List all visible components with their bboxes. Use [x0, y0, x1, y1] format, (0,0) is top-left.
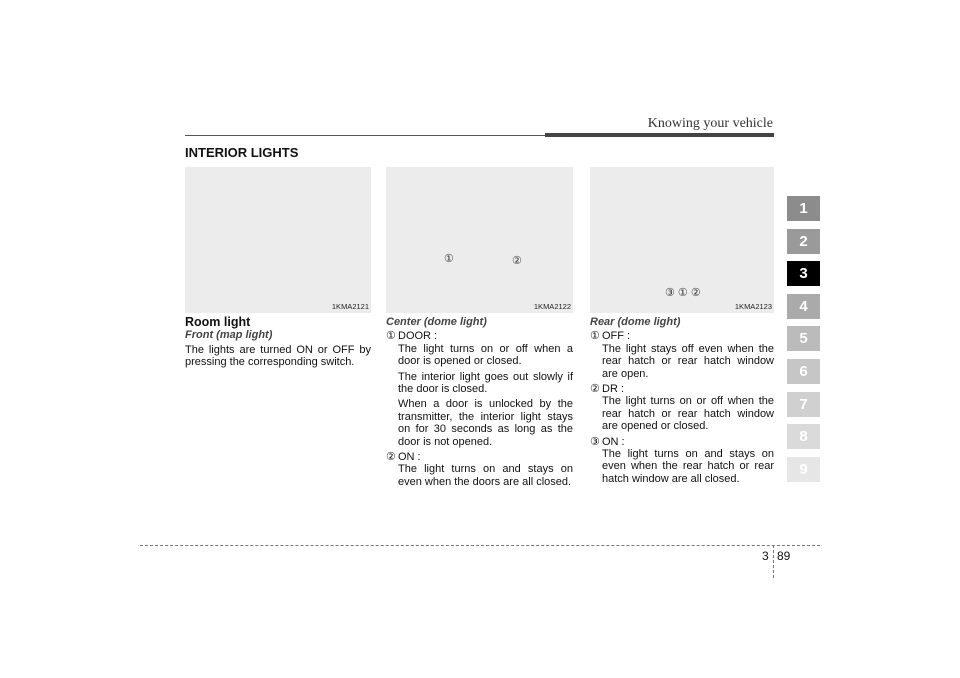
column-room-light — [185, 316, 371, 372]
figure-code: 1KMA2122 — [533, 302, 571, 311]
figure-rear-light — [590, 167, 774, 313]
footer-rule — [140, 545, 820, 546]
chapter-tab-2[interactable]: 2 — [787, 229, 820, 254]
heading-room-light: Room light — [185, 315, 251, 329]
chapter-header: Knowing your vehicle — [647, 116, 773, 131]
figure-front-light — [185, 167, 371, 313]
front-light-text: The lights are turned ON or OFF by pressing the corresponding switch. — [185, 343, 371, 369]
footer-divider — [773, 545, 774, 578]
chapter-tab-7[interactable]: 7 — [787, 392, 820, 417]
item-number: ② — [590, 383, 600, 396]
item-label: OFF : — [602, 330, 631, 343]
item-text: The light turns on and stays on even when the rear hatch or rear hatch window are all closed. — [602, 448, 774, 485]
item-text: The interior light goes out slowly if the door is closed. — [398, 370, 573, 396]
page-number: 89 — [777, 549, 791, 563]
subheading-front: Front (map light) — [185, 329, 273, 342]
figure-code: 1KMA2123 — [734, 302, 772, 311]
item-label: DR : — [602, 383, 624, 396]
item-text: The light turns on or off when a door is opened or closed. — [398, 342, 573, 368]
chapter-number: 3 — [762, 549, 769, 563]
item-label: ON : — [602, 435, 625, 448]
section-title: INTERIOR LIGHTS — [185, 145, 299, 160]
chapter-tab-8[interactable]: 8 — [787, 424, 820, 449]
column-center — [386, 316, 573, 491]
header-bar — [545, 133, 774, 137]
chapter-tab-3[interactable]: 3 — [787, 261, 820, 286]
item-text: The light turns on or off when the rear hatch or rear hatch window are opened or closed. — [602, 395, 774, 433]
item-number: ① — [386, 330, 396, 343]
item-number: ③ — [590, 435, 600, 448]
item-number: ② — [386, 451, 396, 464]
column-rear — [590, 316, 774, 488]
chapter-tab-1[interactable]: 1 — [787, 196, 820, 221]
chapter-tab-5[interactable]: 5 — [787, 326, 820, 351]
callout-2: ② — [512, 255, 522, 267]
figure-center-light — [386, 167, 573, 313]
chapter-tab-9[interactable]: 9 — [787, 457, 820, 482]
item-text: The light turns on and stays on even when the doors are all closed. — [398, 463, 573, 488]
subheading-center: Center (dome light) — [386, 316, 487, 328]
callout-1: ① — [444, 253, 454, 265]
callout-3-1-2: ③ ① ② — [665, 287, 701, 299]
subheading-rear: Rear (dome light) — [590, 316, 681, 328]
chapter-tab-6[interactable]: 6 — [787, 359, 820, 384]
item-label: DOOR : — [398, 330, 438, 343]
chapter-tab-4[interactable]: 4 — [787, 294, 820, 319]
figure-code: 1KMA2121 — [331, 302, 369, 311]
item-text: When a door is unlocked by the transmitter, the interior light stays on for 30 seconds as long as the door is not opened. — [398, 398, 573, 448]
item-number: ① — [590, 330, 600, 343]
item-text: The light stays off even when the rear hatch or rear hatch window are open. — [602, 342, 774, 380]
item-label: ON : — [398, 451, 421, 464]
